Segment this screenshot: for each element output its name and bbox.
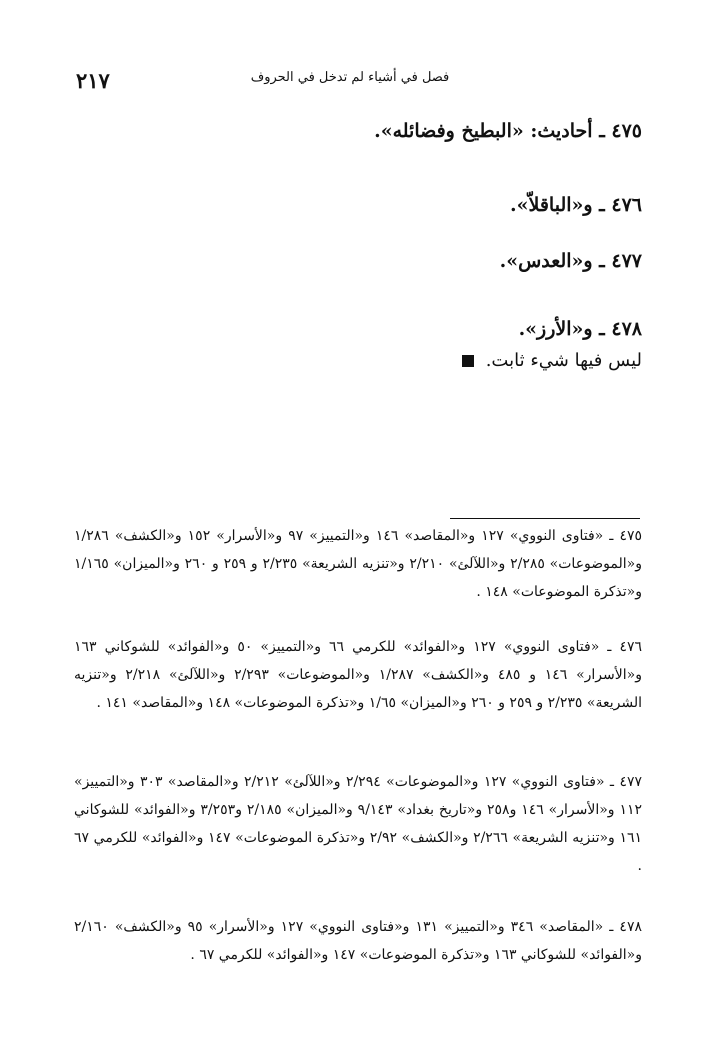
footnote-divider xyxy=(450,518,640,519)
footnote-477: ٤٧٧ ـ «فتاوى النووي» ١٢٧ و«الموضوعات» ٢/٢٩٤ و«اللآلئ» ٢/٢١٢ و«المقاصد» ٣٠٣ و«التمييز» ١١٢ و«الأسرار» ١٤٦ و٢٥٨ و«تاريخ بغداد» ٩/١٤٣ و«الميزان» ٢/١٨٥ و٣/٢٥٣ و«الفوائد» للشوكاني ١٦١ و«تنزيه الشريعة» ٢/٢٦٦ و«الكشف» ٢/٩٢ و«تذكرة الموضوعات» ١٤٧ و«الفوائد» للكرمي ٦٧ . xyxy=(74,774,642,874)
running-header: فصل في أشياء لم تدخل في الحروف xyxy=(250,70,450,85)
conclusion-text: ليس فيها شيء ثابت. xyxy=(485,350,642,371)
footnote-478: ٤٧٨ ـ «المقاصد» ٣٤٦ و«التمييز» ١٣١ و«فتاوى النووي» ١٢٧ و«الأسرار» ٩٥ و«الكشف» ٢/١٦٠ و«الفوائد» للشوكاني ١٦٣ و«تذكرة الموضوعات» ١٤٧ و«الفوائد» للكرمي ٦٧ . xyxy=(74,919,642,963)
hadith-entry-478: ٤٧٨ ـ و«الأرز». xyxy=(518,318,642,340)
footnote-475: ٤٧٥ ـ «فتاوى النووي» ١٢٧ و«المقاصد» ١٤٦ و«التمييز» ٩٧ و«الأسرار» ١٥٢ و«الكشف» ١/٢٨٦ و«الموضوعات» ٢/٢٨٥ و«اللآلئ» ٢/٢١٠ و«تنزيه الشريعة» ٢/٢٣٥ و ٢٥٩ و ٢٦٠ و«الميزان» ١/١٦٥ و«تذكرة الموضوعات» ١٤٨ . xyxy=(74,528,642,600)
end-mark-icon xyxy=(462,355,474,367)
conclusion xyxy=(462,350,642,371)
hadith-entry-475: ٤٧٥ ـ أحاديث: «البطيخ وفضائله». xyxy=(374,120,642,142)
hadith-entry-477: ٤٧٧ ـ و«العدس». xyxy=(499,250,642,272)
page-number: ٢١٧ xyxy=(76,68,110,93)
footnote-476: ٤٧٦ ـ «فتاوى النووي» ١٢٧ و«الفوائد» للكرمي ٦٦ و«التمييز» ٥٠ و«الفوائد» للشوكاني ١٦٣ و«الأسرار» ١٤٦ و ٤٨٥ و«الكشف» ١/٢٨٧ و«الموضوعات» ٢/٢٩٣ و«اللآلئ» ٢/٢١٨ و«تنزيه الشريعة» ٢/٢٣٥ و ٢٥٩ و ٢٦٠ و«الميزان» ١/٦٥ و«تذكرة الموضوعات» ١٤٨ و«المقاصد» ١٤١ . xyxy=(74,639,643,711)
hadith-entry-476: ٤٧٦ ـ و«الباقلاّ». xyxy=(510,194,642,216)
